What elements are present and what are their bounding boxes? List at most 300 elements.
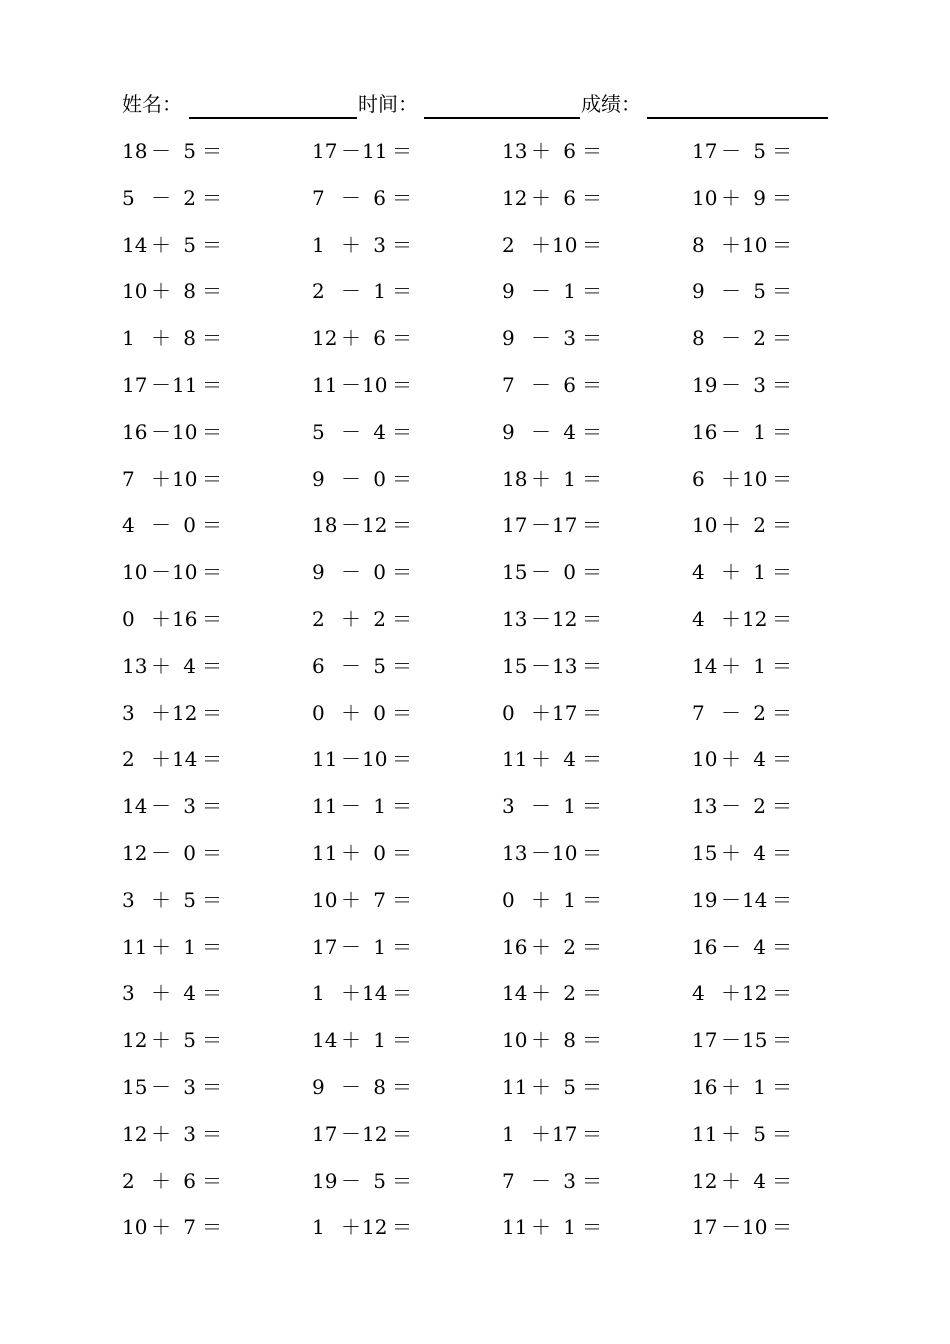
equals-sign: ＝ (392, 513, 412, 538)
operator: ＋ (151, 1215, 171, 1240)
operand-a: 1 (122, 326, 135, 351)
equals-sign: ＝ (392, 653, 412, 678)
operator: － (151, 1074, 171, 1099)
equals-sign: ＝ (202, 232, 222, 257)
operand-a: 17 (312, 934, 338, 959)
equals-sign: ＝ (202, 606, 222, 631)
operand-a: 9 (502, 279, 515, 304)
operator: － (721, 326, 741, 351)
equals-sign: ＝ (582, 1215, 602, 1240)
equals-sign: ＝ (202, 1074, 222, 1099)
operand-b: 1 (563, 279, 576, 304)
operator: ＋ (721, 1074, 741, 1099)
operand-b: 15 (742, 1028, 768, 1053)
equals-sign: ＝ (772, 185, 792, 210)
equals-sign: ＝ (582, 513, 602, 538)
operator: ＋ (721, 185, 741, 210)
equals-sign: ＝ (582, 1121, 602, 1146)
operand-b: 5 (753, 279, 766, 304)
operand-b: 14 (172, 747, 198, 772)
operand-b: 2 (563, 981, 576, 1006)
operand-b: 17 (552, 1121, 578, 1146)
operand-a: 7 (122, 466, 135, 491)
operator: － (151, 372, 171, 397)
operator: － (531, 794, 551, 819)
operand-a: 18 (502, 466, 528, 491)
operand-b: 12 (172, 700, 198, 725)
operand-a: 14 (502, 981, 528, 1006)
operand-b: 1 (563, 794, 576, 819)
operator: ＋ (151, 1168, 171, 1193)
operator: － (341, 653, 361, 678)
problem-row (122, 789, 822, 836)
operator: － (151, 185, 171, 210)
operand-a: 9 (312, 1074, 325, 1099)
operand-b: 3 (373, 232, 386, 257)
operator: ＋ (341, 700, 361, 725)
operand-b: 4 (563, 419, 576, 444)
operand-a: 4 (122, 513, 135, 538)
operand-a: 3 (502, 794, 515, 819)
operand-b: 6 (563, 372, 576, 397)
problem-row (122, 134, 822, 181)
operand-b: 3 (753, 372, 766, 397)
time-label: 时间： (358, 92, 418, 116)
operand-a: 11 (502, 1215, 528, 1240)
operand-a: 17 (312, 139, 338, 163)
operand-b: 12 (362, 1121, 388, 1146)
operand-b: 8 (183, 326, 196, 351)
operand-a: 3 (122, 981, 135, 1006)
equals-sign: ＝ (772, 606, 792, 631)
equals-sign: ＝ (772, 279, 792, 304)
operand-b: 10 (172, 419, 198, 444)
operator: ＋ (151, 1028, 171, 1053)
operand-a: 14 (122, 232, 148, 257)
operand-a: 3 (122, 700, 135, 725)
operand-b: 0 (373, 700, 386, 725)
operand-a: 17 (502, 513, 528, 538)
operand-a: 19 (312, 1168, 338, 1193)
operand-a: 19 (692, 887, 718, 912)
equals-sign: ＝ (582, 326, 602, 351)
equals-sign: ＝ (582, 466, 602, 491)
operand-a: 3 (122, 887, 135, 912)
operand-a: 12 (122, 1028, 148, 1053)
equals-sign: ＝ (392, 794, 412, 819)
operand-b: 5 (753, 1121, 766, 1146)
operator: ＋ (341, 232, 361, 257)
operand-b: 12 (362, 513, 388, 538)
operator: － (151, 419, 171, 444)
operand-a: 17 (122, 372, 148, 397)
operator: ＋ (531, 981, 551, 1006)
operator: － (151, 840, 171, 865)
operand-a: 9 (502, 326, 515, 351)
operand-b: 14 (362, 981, 388, 1006)
operator: ＋ (531, 466, 551, 491)
operand-a: 2 (312, 279, 325, 304)
operand-b: 9 (753, 185, 766, 210)
operand-b: 17 (552, 513, 578, 538)
equals-sign: ＝ (582, 606, 602, 631)
problem-row (122, 836, 822, 883)
operand-a: 4 (692, 560, 705, 585)
equals-sign: ＝ (582, 1074, 602, 1099)
operand-a: 0 (502, 887, 515, 912)
operator: － (531, 326, 551, 351)
operator: － (531, 372, 551, 397)
operand-b: 12 (362, 1215, 388, 1240)
equals-sign: ＝ (202, 185, 222, 210)
operand-b: 12 (552, 606, 578, 631)
operand-a: 13 (122, 653, 148, 678)
score-blank[interactable] (647, 117, 828, 119)
operand-b: 1 (373, 794, 386, 819)
operator: ＋ (531, 1074, 551, 1099)
operand-a: 10 (122, 1215, 148, 1240)
equals-sign: ＝ (582, 1028, 602, 1053)
operator: － (721, 934, 741, 959)
operator: － (341, 934, 361, 959)
operator: ＋ (721, 840, 741, 865)
equals-sign: ＝ (202, 840, 222, 865)
equals-sign: ＝ (772, 934, 792, 959)
operator: ＋ (151, 1121, 171, 1146)
equals-sign: ＝ (772, 560, 792, 585)
operator: ＋ (531, 232, 551, 257)
operand-b: 2 (753, 794, 766, 819)
operator: － (721, 1028, 741, 1053)
problem-row (122, 1117, 822, 1164)
equals-sign: ＝ (582, 653, 602, 678)
operand-b: 2 (563, 934, 576, 959)
problem-row (122, 883, 822, 930)
operand-a: 19 (692, 372, 718, 397)
equals-sign: ＝ (202, 419, 222, 444)
operand-b: 2 (373, 606, 386, 631)
operand-a: 9 (312, 560, 325, 585)
operator: ＋ (721, 1121, 741, 1146)
operand-a: 10 (692, 185, 718, 210)
operand-a: 15 (692, 840, 718, 865)
operand-b: 1 (183, 934, 196, 959)
problem-row (122, 1210, 822, 1257)
equals-sign: ＝ (392, 887, 412, 912)
operand-a: 7 (312, 185, 325, 210)
equals-sign: ＝ (582, 372, 602, 397)
operand-a: 15 (502, 653, 528, 678)
operand-a: 7 (502, 372, 515, 397)
time-blank[interactable] (424, 117, 580, 119)
operator: ＋ (341, 1028, 361, 1053)
operand-a: 17 (692, 1215, 718, 1240)
operand-b: 5 (563, 1074, 576, 1099)
operator: － (151, 560, 171, 585)
operand-b: 2 (753, 700, 766, 725)
operator: － (341, 372, 361, 397)
operator: ＋ (151, 606, 171, 631)
name-label: 姓名： (122, 92, 182, 116)
operator: ＋ (151, 981, 171, 1006)
operator: － (531, 840, 551, 865)
operator: － (531, 606, 551, 631)
operand-b: 3 (563, 326, 576, 351)
operand-b: 8 (373, 1074, 386, 1099)
equals-sign: ＝ (202, 372, 222, 397)
operator: － (531, 279, 551, 304)
operand-a: 18 (122, 139, 148, 163)
operand-b: 3 (563, 1168, 576, 1193)
operand-a: 9 (502, 419, 515, 444)
equals-sign: ＝ (392, 1028, 412, 1053)
score-label: 成绩： (581, 92, 641, 116)
operand-a: 10 (122, 560, 148, 585)
operator: ＋ (151, 232, 171, 257)
operand-a: 7 (502, 1168, 515, 1193)
operator: ＋ (531, 185, 551, 210)
operand-b: 12 (742, 606, 768, 631)
operand-b: 11 (362, 139, 388, 163)
operand-b: 6 (563, 185, 576, 210)
equals-sign: ＝ (202, 1215, 222, 1240)
operand-b: 5 (183, 1028, 196, 1053)
equals-sign: ＝ (392, 700, 412, 725)
operand-b: 1 (563, 887, 576, 912)
operator: － (721, 139, 741, 163)
operand-a: 15 (122, 1074, 148, 1099)
operator: － (151, 794, 171, 819)
equals-sign: ＝ (202, 887, 222, 912)
operator: － (341, 747, 361, 772)
equals-sign: ＝ (772, 653, 792, 678)
operand-b: 0 (373, 466, 386, 491)
equals-sign: ＝ (582, 139, 602, 163)
operand-b: 1 (753, 653, 766, 678)
operand-a: 11 (502, 747, 528, 772)
problem-row (122, 1164, 822, 1211)
operator: ＋ (341, 326, 361, 351)
equals-sign: ＝ (772, 840, 792, 865)
equals-sign: ＝ (772, 419, 792, 444)
operand-a: 11 (312, 840, 338, 865)
operand-a: 11 (312, 747, 338, 772)
operator: ＋ (151, 326, 171, 351)
equals-sign: ＝ (582, 700, 602, 725)
problem-row (122, 555, 822, 602)
operand-b: 4 (373, 419, 386, 444)
operand-b: 0 (183, 513, 196, 538)
operand-b: 2 (753, 513, 766, 538)
operand-a: 0 (122, 606, 135, 631)
equals-sign: ＝ (392, 1215, 412, 1240)
operand-a: 8 (692, 326, 705, 351)
operand-a: 14 (312, 1028, 338, 1053)
operand-b: 4 (563, 747, 576, 772)
operator: － (341, 279, 361, 304)
operator: － (531, 419, 551, 444)
operand-b: 4 (753, 934, 766, 959)
equals-sign: ＝ (772, 372, 792, 397)
operand-b: 8 (183, 279, 196, 304)
operand-a: 10 (502, 1028, 528, 1053)
problem-row (122, 181, 822, 228)
operator: － (531, 653, 551, 678)
operand-a: 16 (502, 934, 528, 959)
equals-sign: ＝ (772, 326, 792, 351)
operand-b: 11 (172, 372, 198, 397)
equals-sign: ＝ (772, 466, 792, 491)
operand-b: 6 (373, 326, 386, 351)
problem-row (122, 462, 822, 509)
operator: － (341, 513, 361, 538)
operand-a: 4 (692, 606, 705, 631)
equals-sign: ＝ (202, 326, 222, 351)
operator: － (531, 513, 551, 538)
equals-sign: ＝ (392, 466, 412, 491)
operand-b: 13 (552, 653, 578, 678)
operand-b: 10 (172, 560, 198, 585)
operator: ＋ (151, 279, 171, 304)
equals-sign: ＝ (582, 419, 602, 444)
operand-a: 12 (692, 1168, 718, 1193)
operator: ＋ (531, 934, 551, 959)
operator: ＋ (341, 981, 361, 1006)
operand-a: 12 (312, 326, 338, 351)
equals-sign: ＝ (392, 139, 412, 163)
operator: － (341, 1121, 361, 1146)
operand-a: 5 (122, 185, 135, 210)
operand-b: 16 (172, 606, 198, 631)
operand-b: 5 (373, 653, 386, 678)
equals-sign: ＝ (202, 747, 222, 772)
equals-sign: ＝ (392, 934, 412, 959)
operand-a: 11 (502, 1074, 528, 1099)
operator: － (341, 1168, 361, 1193)
operator: － (151, 513, 171, 538)
operand-a: 1 (312, 981, 325, 1006)
equals-sign: ＝ (772, 1168, 792, 1193)
operand-a: 11 (312, 794, 338, 819)
operand-a: 6 (312, 653, 325, 678)
equals-sign: ＝ (772, 1028, 792, 1053)
operator: － (721, 419, 741, 444)
operand-b: 12 (742, 981, 768, 1006)
equals-sign: ＝ (202, 934, 222, 959)
equals-sign: ＝ (392, 185, 412, 210)
operand-b: 4 (753, 1168, 766, 1193)
operand-a: 14 (692, 653, 718, 678)
equals-sign: ＝ (582, 794, 602, 819)
operand-a: 16 (692, 1074, 718, 1099)
operand-b: 6 (183, 1168, 196, 1193)
operand-b: 10 (172, 466, 198, 491)
operand-a: 0 (502, 700, 515, 725)
operand-b: 4 (753, 747, 766, 772)
operand-b: 1 (563, 1215, 576, 1240)
operator: － (721, 700, 741, 725)
operand-b: 10 (742, 466, 768, 491)
operand-b: 7 (183, 1215, 196, 1240)
equals-sign: ＝ (772, 1121, 792, 1146)
equals-sign: ＝ (392, 1074, 412, 1099)
equals-sign: ＝ (392, 1121, 412, 1146)
operator: ＋ (531, 1121, 551, 1146)
operand-a: 10 (312, 887, 338, 912)
equals-sign: ＝ (582, 1168, 602, 1193)
operator: － (341, 185, 361, 210)
equals-sign: ＝ (772, 981, 792, 1006)
operand-b: 8 (563, 1028, 576, 1053)
operand-a: 9 (312, 466, 325, 491)
operand-a: 7 (692, 700, 705, 725)
operand-b: 1 (373, 279, 386, 304)
operand-b: 4 (753, 840, 766, 865)
equals-sign: ＝ (772, 513, 792, 538)
operand-a: 18 (312, 513, 338, 538)
operator: ＋ (341, 887, 361, 912)
equals-sign: ＝ (772, 232, 792, 257)
equals-sign: ＝ (582, 185, 602, 210)
operator: ＋ (151, 700, 171, 725)
equals-sign: ＝ (202, 560, 222, 585)
operand-b: 6 (563, 139, 576, 163)
operand-a: 14 (122, 794, 148, 819)
operand-a: 17 (692, 139, 718, 163)
operand-a: 12 (502, 185, 528, 210)
equals-sign: ＝ (392, 1168, 412, 1193)
operand-a: 10 (692, 513, 718, 538)
operator: － (341, 466, 361, 491)
equals-sign: ＝ (392, 840, 412, 865)
equals-sign: ＝ (202, 139, 222, 163)
operator: ＋ (341, 1215, 361, 1240)
equals-sign: ＝ (582, 934, 602, 959)
operator: ＋ (721, 513, 741, 538)
operand-a: 13 (502, 606, 528, 631)
problem-row (122, 415, 822, 462)
operand-b: 0 (563, 560, 576, 585)
operand-a: 1 (502, 1121, 515, 1146)
operand-b: 5 (183, 232, 196, 257)
operand-b: 10 (742, 232, 768, 257)
operator: ＋ (721, 560, 741, 585)
equals-sign: ＝ (392, 981, 412, 1006)
operand-a: 0 (312, 700, 325, 725)
equals-sign: ＝ (772, 1074, 792, 1099)
operator: － (341, 1074, 361, 1099)
problem-row (122, 368, 822, 415)
equals-sign: ＝ (772, 794, 792, 819)
equals-sign: ＝ (772, 700, 792, 725)
problem-row (122, 228, 822, 275)
operand-a: 16 (122, 419, 148, 444)
operand-a: 13 (692, 794, 718, 819)
operand-b: 10 (362, 372, 388, 397)
operand-a: 12 (122, 840, 148, 865)
equals-sign: ＝ (772, 887, 792, 912)
operator: ＋ (721, 1168, 741, 1193)
operand-b: 10 (742, 1215, 768, 1240)
operator: ＋ (721, 981, 741, 1006)
operand-b: 5 (373, 1168, 386, 1193)
name-blank[interactable] (189, 117, 357, 119)
operator: － (531, 560, 551, 585)
problem-row (122, 649, 822, 696)
operand-a: 16 (692, 934, 718, 959)
operand-a: 9 (692, 279, 705, 304)
equals-sign: ＝ (582, 232, 602, 257)
